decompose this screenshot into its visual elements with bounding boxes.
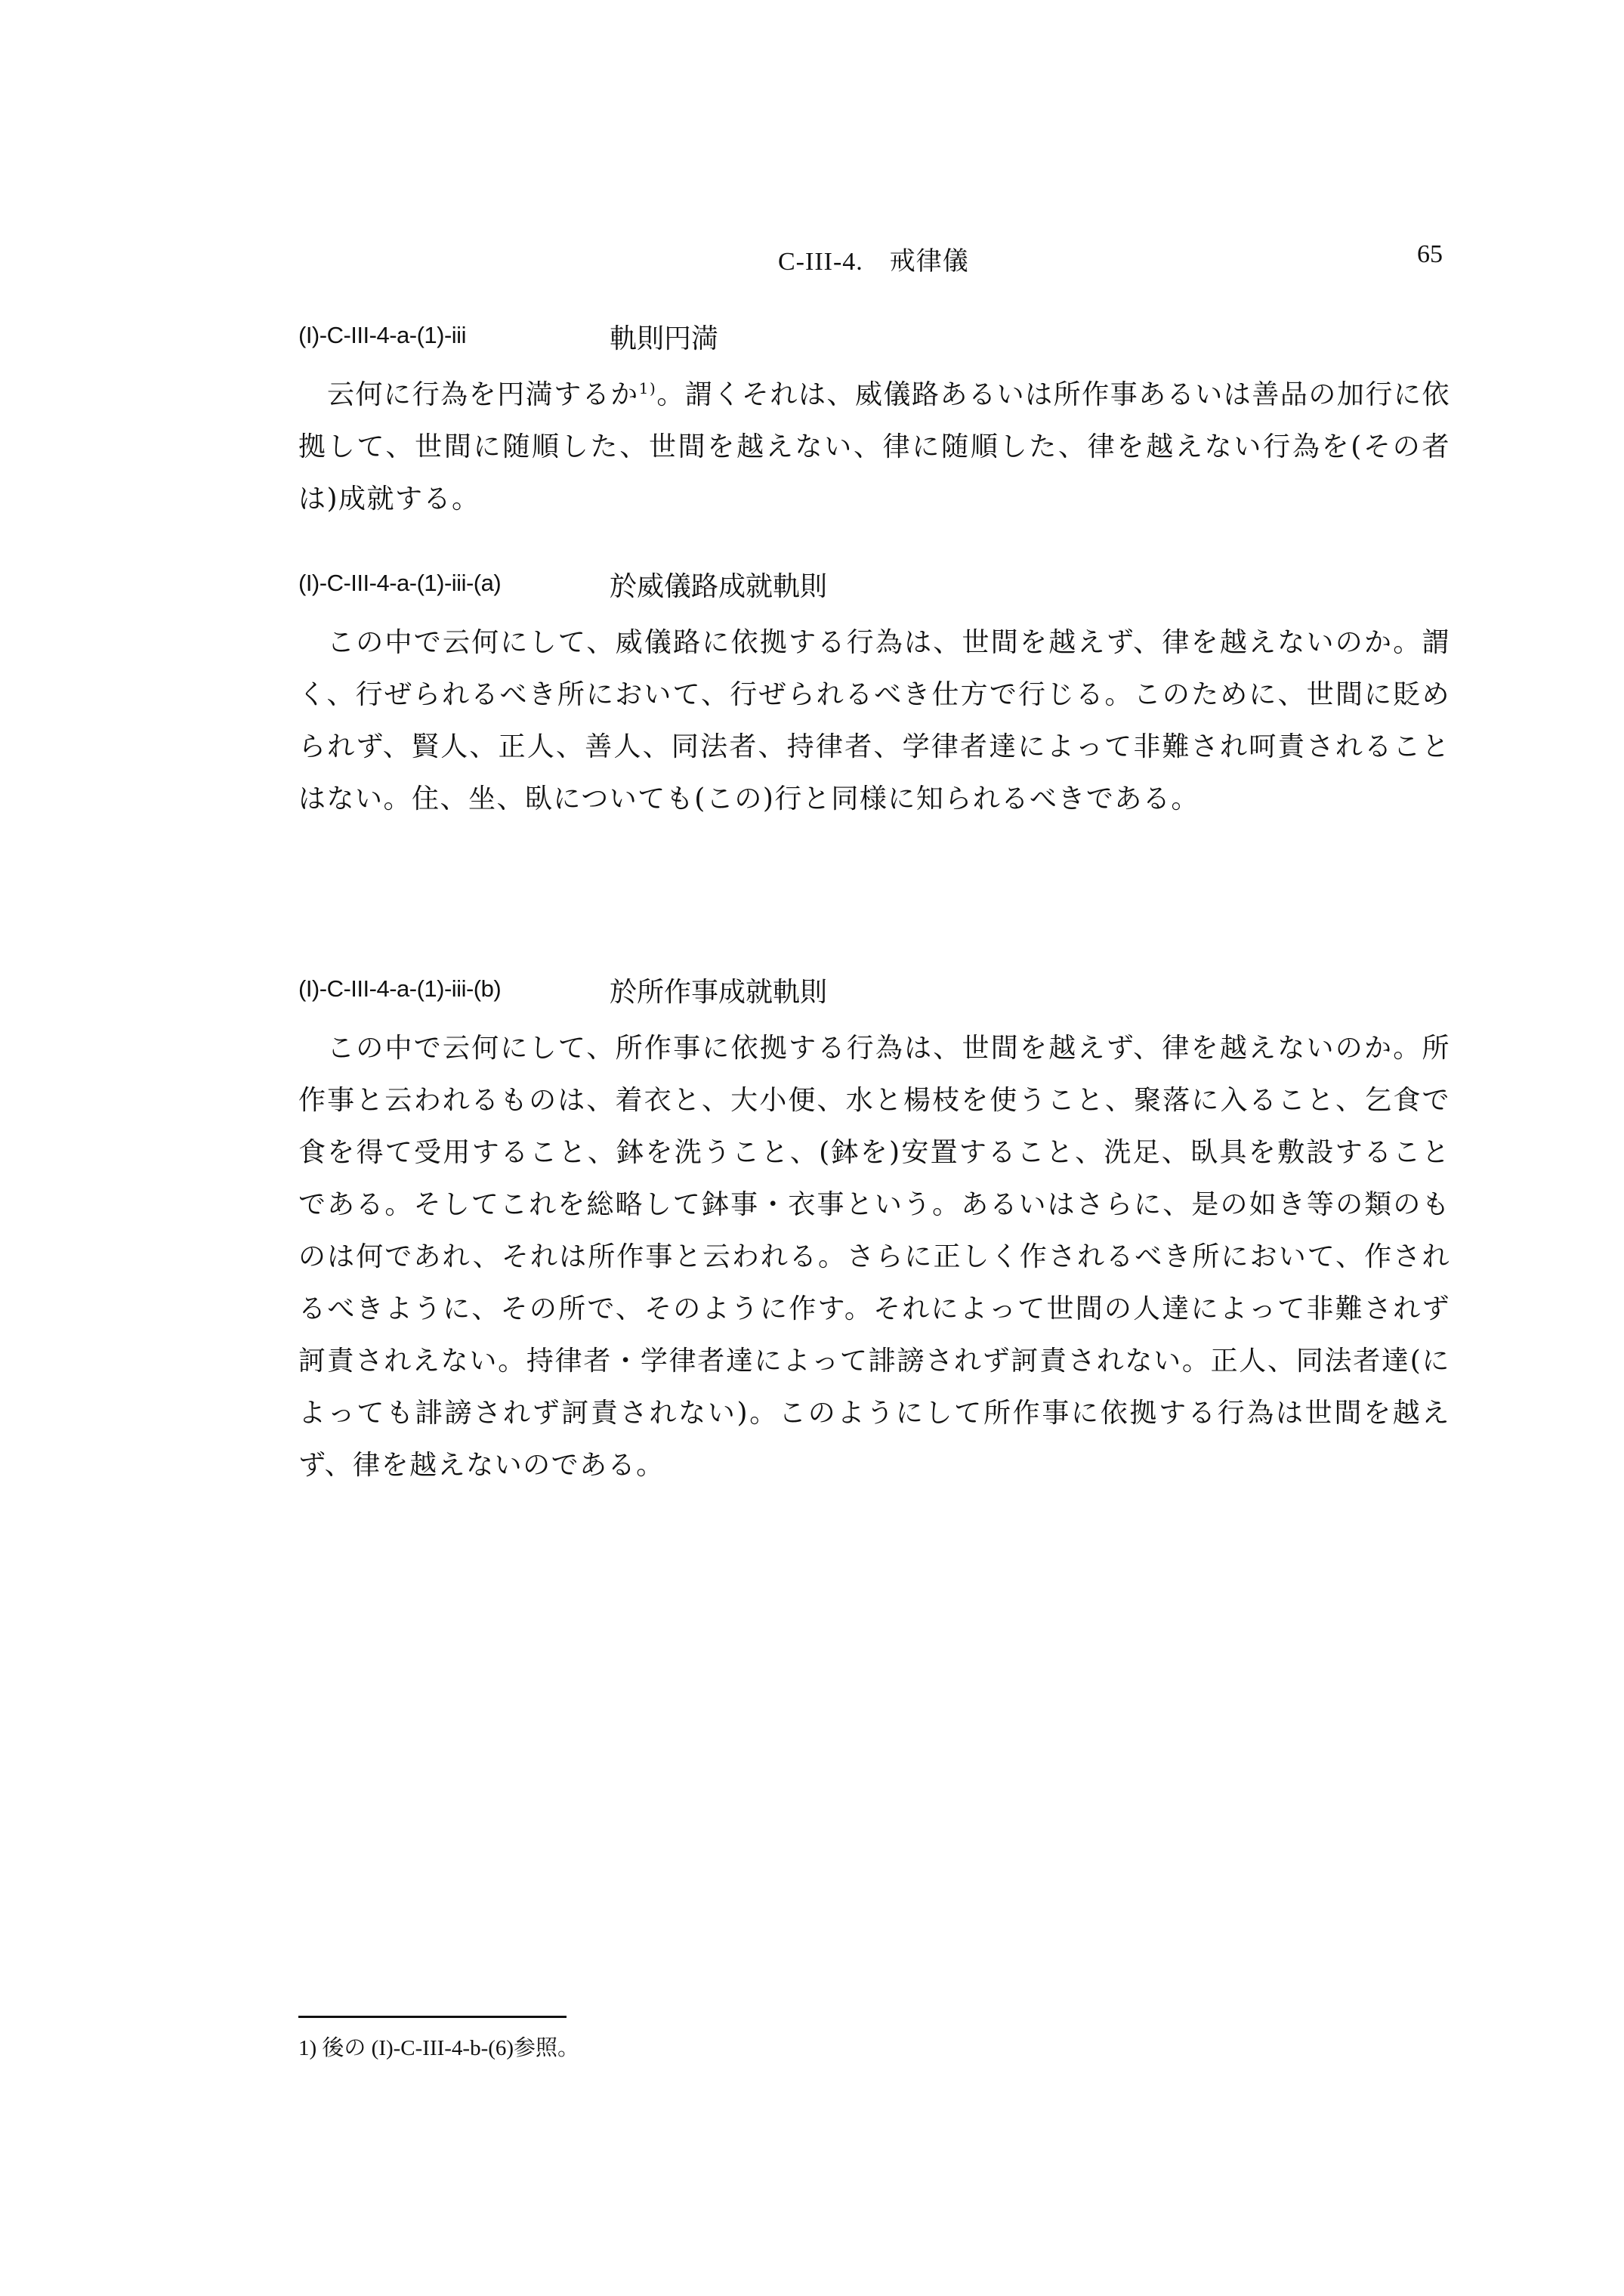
section-iii-a bbox=[298, 565, 1450, 825]
section-heading bbox=[298, 565, 1450, 607]
section-heading bbox=[298, 317, 1450, 360]
page-header bbox=[778, 240, 1443, 278]
section-id: (I)-C-III-4-a-(1)-iii-(b) bbox=[298, 975, 502, 1002]
footnote-reference: 1) bbox=[638, 379, 657, 397]
section-paragraph: この中で云何にして、所作事に依拠する行為は、世間を越えず、律を越えないのか。所作事と云われるものは、着衣と、大小便、水と楊枝を使うこと、聚落に入ること、乞食で食を得て受用すること、鉢を洗うこと、(鉢を)安置すること、洗足、臥具を敷設することである。そしてこれを総略して鉢事・衣事という。あるいはさらに、是の如き等の類のものは何であれ、それは所作事と云われる。さらに正しく作されるべき所において、作されるべきように、その所で、そのように作す。それによって世間の人達によって非難されず訶責されえない。持律者・学律者達によって誹謗されず訶責されない。正人、同法者達(によっても誹謗されず訶責されない)。このようにして所作事に依拠する行為は世間を越えず、律を越えないのである。 bbox=[298, 1033, 1450, 1481]
section-title: 軌則円満 bbox=[610, 323, 719, 354]
section-title: 於所作事成就軌則 bbox=[610, 977, 828, 1008]
paragraph-lead: 云何に行為を円満するか bbox=[327, 379, 639, 410]
page-number: 65 bbox=[1417, 240, 1443, 268]
section-paragraph: この中で云何にして、威儀路に依拠する行為は、世間を越えず、律を越えないのか。謂く、行ぜられるべき所において、行ぜられるべき仕方で行じる。このために、世間に貶められず、賢人、正人、善人、同法者、持律者、学律者達によって非難され呵責されることはない。住、坐、臥についても(この)行と同様に知られるべきである。 bbox=[298, 627, 1450, 814]
section-paragraph bbox=[298, 369, 1450, 525]
paragraph-rest: 。謂くそれは、威儀路あるいは所作事あるいは善品の加行に依拠して、世間に随順した、世間を越えない、律に随順した、律を越えない行為を(その者は)成就する。 bbox=[298, 379, 1450, 515]
section-iii-b bbox=[298, 971, 1450, 1491]
section-title: 於威儀路成就軌則 bbox=[610, 571, 828, 602]
section-heading bbox=[298, 971, 1450, 1013]
footnote: 1) 後の (I)-C-III-4-b-(6)参照。 bbox=[298, 2036, 580, 2060]
section-iii bbox=[298, 317, 1450, 525]
section-id: (I)-C-III-4-a-(1)-iii-(a) bbox=[298, 570, 502, 596]
section-id: (I)-C-III-4-a-(1)-iii bbox=[298, 322, 466, 348]
footnote-divider bbox=[298, 2016, 567, 2018]
running-head: C-III-4. 戒律儀 bbox=[778, 248, 969, 276]
